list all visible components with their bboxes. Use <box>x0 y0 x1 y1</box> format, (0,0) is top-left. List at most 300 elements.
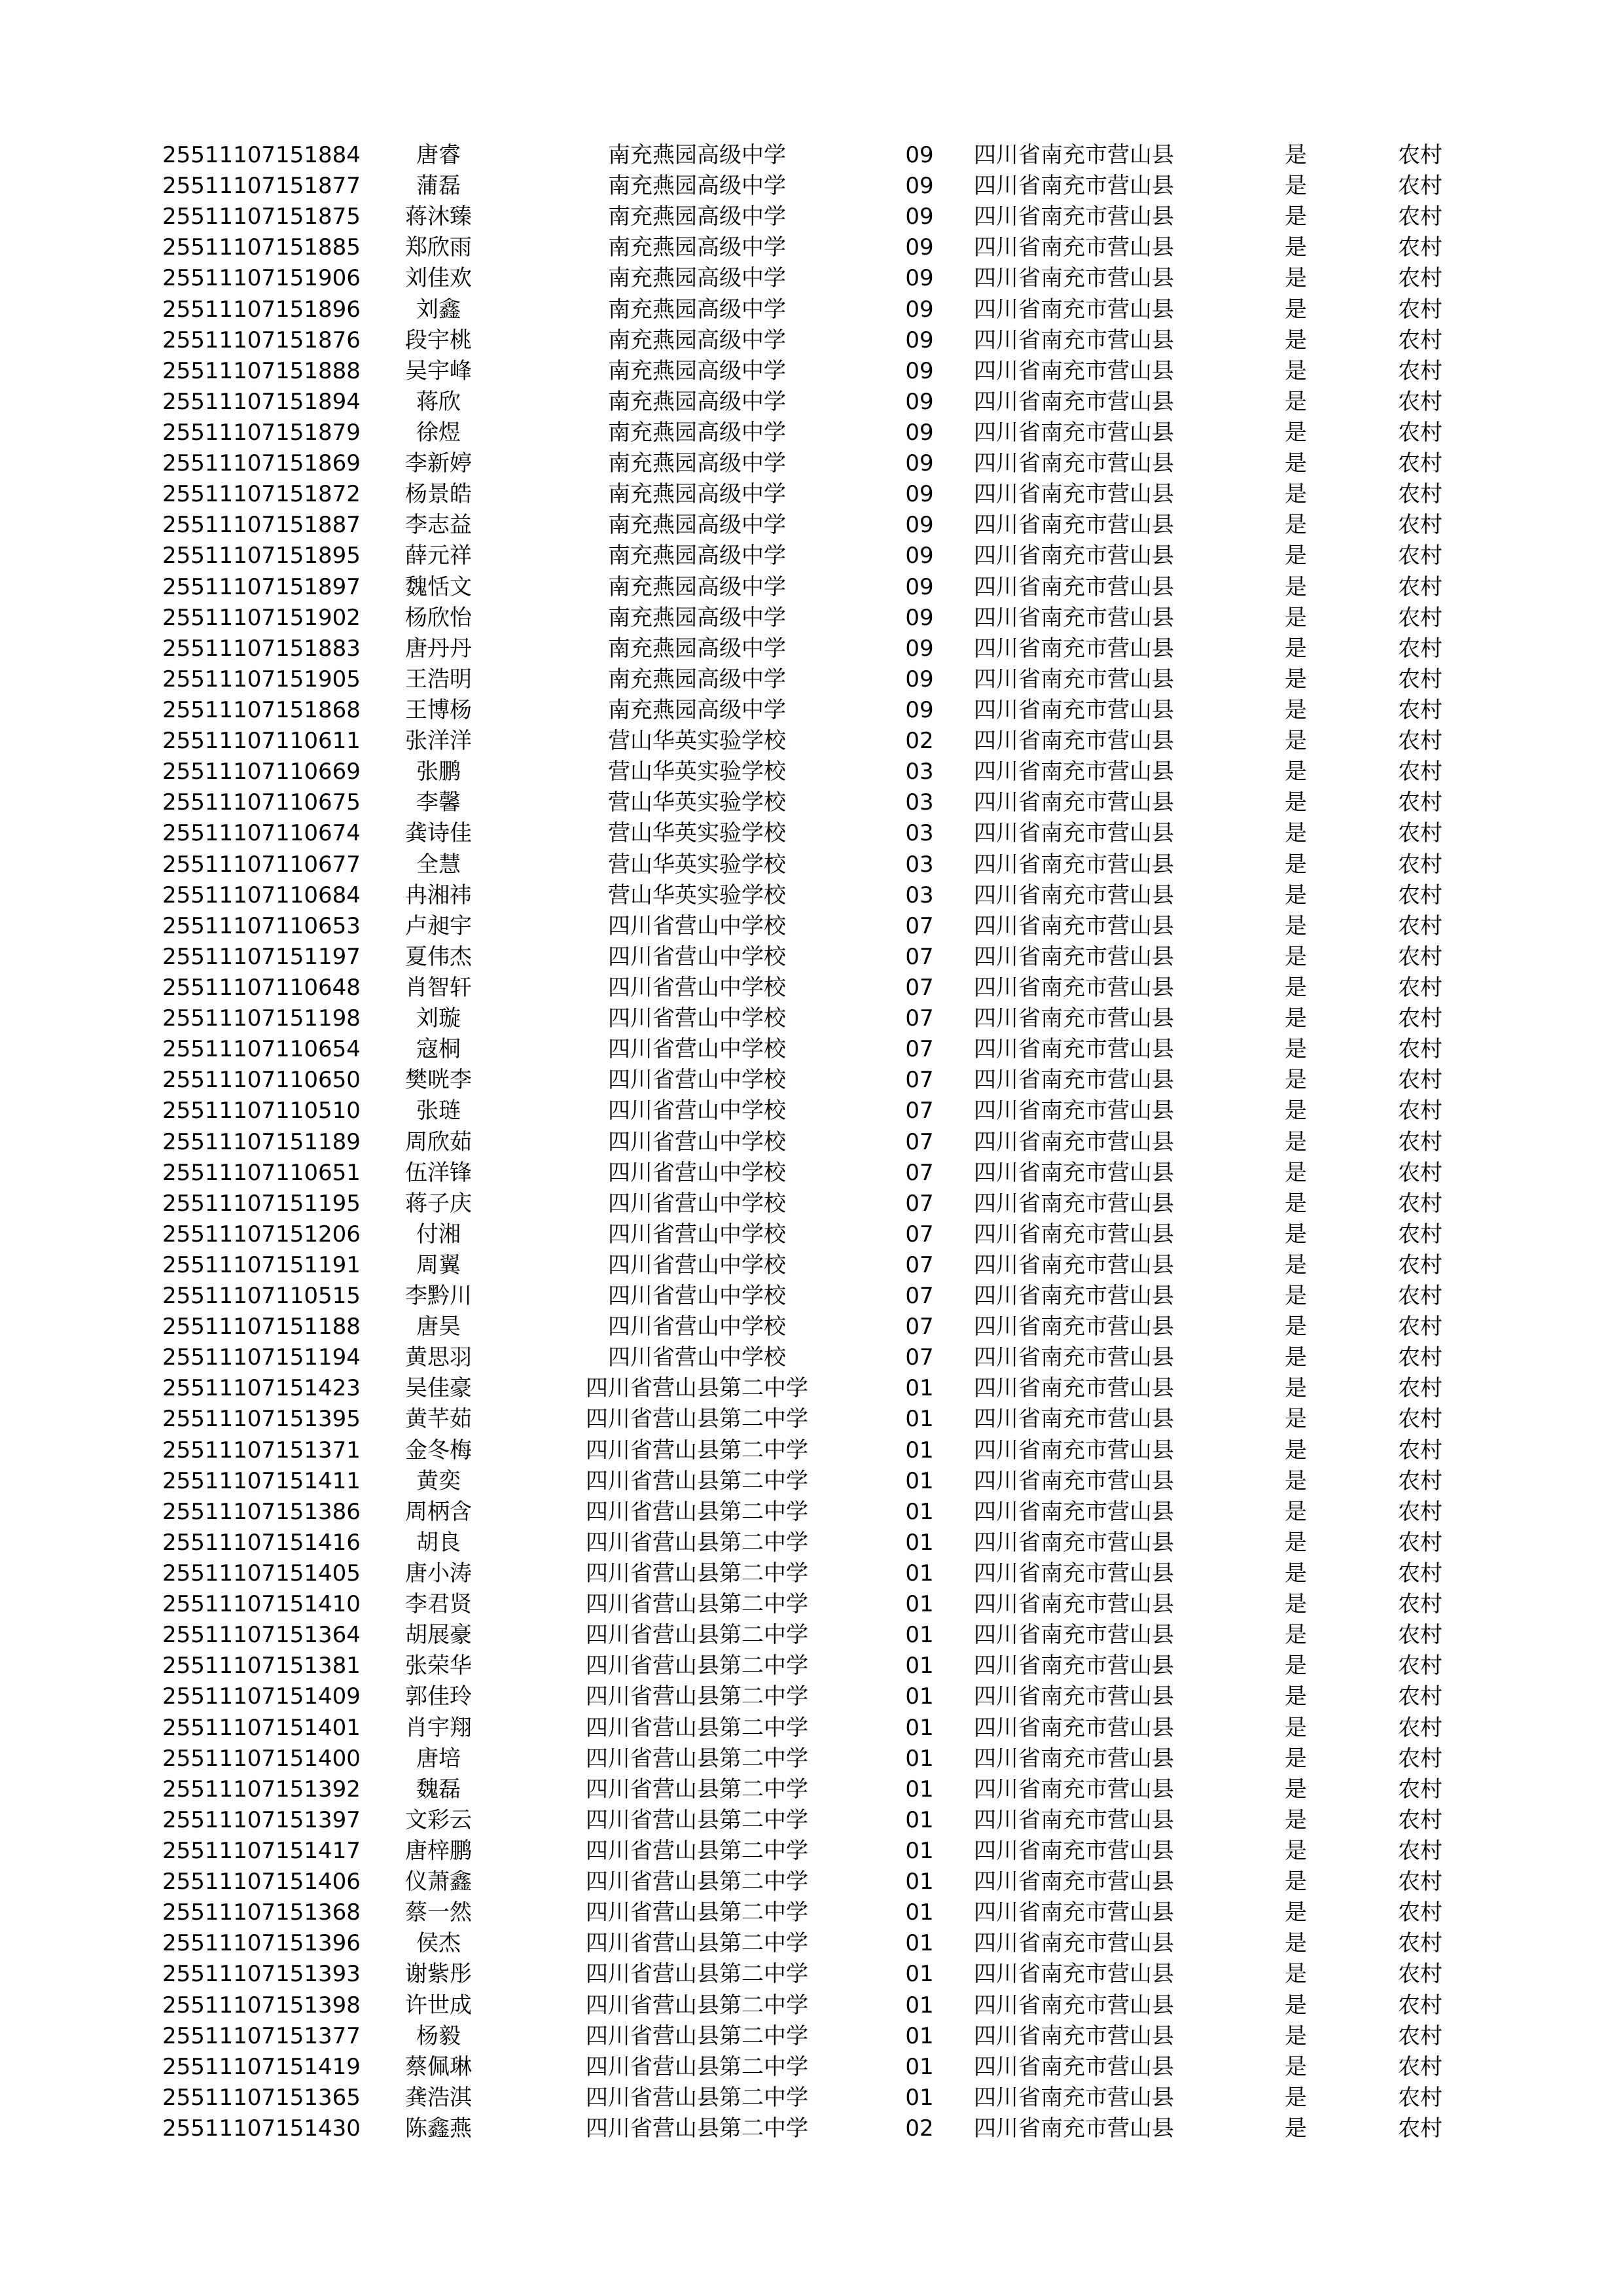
household-type-cell: 农村 <box>1398 1098 1442 1124</box>
student-name-cell: 吴宇峰 <box>405 357 472 384</box>
household-type-cell: 农村 <box>1398 1406 1442 1433</box>
table-row <box>0 479 1623 510</box>
registration-id-cell: 25511107151406 <box>162 1869 361 1895</box>
eligibility-flag-cell: 是 <box>1285 1344 1307 1371</box>
registration-id-cell: 25511107151876 <box>162 327 361 353</box>
class-number-cell: 07 <box>905 1251 934 1278</box>
table-row <box>0 140 1623 171</box>
eligibility-flag-cell: 是 <box>1285 1838 1307 1865</box>
table-row <box>0 1744 1623 1774</box>
table-row <box>0 1189 1623 1219</box>
school-name-cell: 南充燕园高级中学 <box>608 327 786 353</box>
class-number-cell: 03 <box>905 882 934 908</box>
class-number-cell: 01 <box>905 1683 934 1710</box>
eligibility-flag-cell: 是 <box>1285 1653 1307 1679</box>
table-row <box>0 541 1623 571</box>
eligibility-flag-cell: 是 <box>1285 1899 1307 1926</box>
eligibility-flag-cell: 是 <box>1285 1067 1307 1094</box>
eligibility-flag-cell: 是 <box>1285 1745 1307 1772</box>
table-row <box>0 664 1623 695</box>
class-number-cell: 09 <box>905 666 934 692</box>
class-number-cell: 07 <box>905 1159 934 1186</box>
student-name-cell: 魏磊 <box>416 1776 461 1803</box>
eligibility-flag-cell: 是 <box>1285 296 1307 323</box>
table-row <box>0 850 1623 880</box>
registration-id-cell: 25511107151883 <box>162 635 361 662</box>
eligibility-flag-cell: 是 <box>1285 1714 1307 1741</box>
region-cell: 四川省南充市营山县 <box>974 1776 1174 1803</box>
region-cell: 四川省南充市营山县 <box>974 943 1174 970</box>
class-number-cell: 07 <box>905 1036 934 1063</box>
registration-id-cell: 25511107151195 <box>162 1190 361 1217</box>
class-number-cell: 01 <box>905 1899 934 1926</box>
class-number-cell: 07 <box>905 1098 934 1124</box>
region-cell: 四川省南充市营山县 <box>974 1806 1174 1833</box>
eligibility-flag-cell: 是 <box>1285 759 1307 785</box>
table-row <box>0 880 1623 911</box>
household-type-cell: 农村 <box>1398 142 1442 168</box>
household-type-cell: 农村 <box>1398 1251 1442 1278</box>
student-name-cell: 蔡一然 <box>405 1899 472 1926</box>
household-type-cell: 农村 <box>1398 696 1442 723</box>
school-name-cell: 四川省营山中学校 <box>608 1344 786 1371</box>
student-name-cell: 谢紫彤 <box>405 1961 472 1988</box>
household-type-cell: 农村 <box>1398 635 1442 662</box>
school-name-cell: 营山华英实验学校 <box>608 851 786 878</box>
registration-id-cell: 25511107151395 <box>162 1406 361 1433</box>
household-type-cell: 农村 <box>1398 728 1442 755</box>
table-row <box>0 1928 1623 1959</box>
eligibility-flag-cell: 是 <box>1285 1930 1307 1957</box>
eligibility-flag-cell: 是 <box>1285 974 1307 1001</box>
household-type-cell: 农村 <box>1398 1221 1442 1247</box>
table-row <box>0 1250 1623 1281</box>
table-row <box>0 1158 1623 1189</box>
school-name-cell: 四川省营山县第二中学 <box>586 1992 808 2018</box>
student-name-cell: 王博杨 <box>405 696 472 723</box>
household-type-cell: 农村 <box>1398 1375 1442 1402</box>
school-name-cell: 南充燕园高级中学 <box>608 142 786 168</box>
household-type-cell: 农村 <box>1398 1899 1442 1926</box>
school-name-cell: 营山华英实验学校 <box>608 759 786 785</box>
class-number-cell: 01 <box>905 2084 934 2111</box>
household-type-cell: 农村 <box>1398 1067 1442 1094</box>
student-name-cell: 刘鑫 <box>416 296 461 323</box>
household-type-cell: 农村 <box>1398 573 1442 600</box>
region-cell: 四川省南充市营山县 <box>974 1375 1174 1402</box>
school-name-cell: 四川省营山县第二中学 <box>586 1776 808 1803</box>
class-number-cell: 01 <box>905 1437 934 1463</box>
student-name-cell: 陈鑫燕 <box>405 2115 472 2142</box>
registration-id-cell: 25511107151400 <box>162 1745 361 1772</box>
registration-id-cell: 25511107151877 <box>162 173 361 200</box>
table-row <box>0 695 1623 726</box>
class-number-cell: 01 <box>905 2022 934 2049</box>
student-name-cell: 张洋洋 <box>405 728 472 755</box>
eligibility-flag-cell: 是 <box>1285 388 1307 415</box>
region-cell: 四川省南充市营山县 <box>974 1745 1174 1772</box>
region-cell: 四川省南充市营山县 <box>974 1591 1174 1618</box>
student-name-cell: 杨毅 <box>416 2022 461 2049</box>
school-name-cell: 四川省营山县第二中学 <box>586 1560 808 1587</box>
region-cell: 四川省南充市营山县 <box>974 450 1174 477</box>
table-row <box>0 1558 1623 1589</box>
registration-id-cell: 25511107151869 <box>162 450 361 477</box>
eligibility-flag-cell: 是 <box>1285 1869 1307 1895</box>
class-number-cell: 01 <box>905 1930 934 1957</box>
eligibility-flag-cell: 是 <box>1285 1283 1307 1310</box>
school-name-cell: 四川省营山县第二中学 <box>586 1899 808 1926</box>
table-row <box>0 1589 1623 1620</box>
region-cell: 四川省南充市营山县 <box>974 1098 1174 1124</box>
school-name-cell: 四川省营山县第二中学 <box>586 1838 808 1865</box>
region-cell: 四川省南充市营山县 <box>974 419 1174 446</box>
class-number-cell: 09 <box>905 635 934 662</box>
eligibility-flag-cell: 是 <box>1285 357 1307 384</box>
household-type-cell: 农村 <box>1398 1560 1442 1587</box>
class-number-cell: 09 <box>905 419 934 446</box>
student-name-cell: 蒋欣 <box>416 388 461 415</box>
school-name-cell: 四川省营山县第二中学 <box>586 1498 808 1525</box>
registration-id-cell: 25511107110653 <box>162 912 361 939</box>
school-name-cell: 南充燕园高级中学 <box>608 296 786 323</box>
class-number-cell: 02 <box>905 728 934 755</box>
registration-id-cell: 25511107151409 <box>162 1683 361 1710</box>
class-number-cell: 07 <box>905 1128 934 1155</box>
eligibility-flag-cell: 是 <box>1285 173 1307 200</box>
eligibility-flag-cell: 是 <box>1285 2022 1307 2049</box>
household-type-cell: 农村 <box>1398 912 1442 939</box>
school-name-cell: 四川省营山中学校 <box>608 1251 786 1278</box>
school-name-cell: 南充燕园高级中学 <box>608 543 786 569</box>
eligibility-flag-cell: 是 <box>1285 2053 1307 2080</box>
household-type-cell: 农村 <box>1398 357 1442 384</box>
school-name-cell: 四川省营山县第二中学 <box>586 1467 808 1494</box>
school-name-cell: 南充燕园高级中学 <box>608 604 786 631</box>
household-type-cell: 农村 <box>1398 1806 1442 1833</box>
school-name-cell: 四川省营山中学校 <box>608 912 786 939</box>
region-cell: 四川省南充市营山县 <box>974 1714 1174 1741</box>
registration-id-cell: 25511107151868 <box>162 696 361 723</box>
registration-id-cell: 25511107151879 <box>162 419 361 446</box>
region-cell: 四川省南充市营山县 <box>974 820 1174 847</box>
student-name-cell: 胡展豪 <box>405 1622 472 1649</box>
household-type-cell: 农村 <box>1398 1930 1442 1957</box>
class-number-cell: 09 <box>905 696 934 723</box>
registration-id-cell: 25511107110648 <box>162 974 361 1001</box>
region-cell: 四川省南充市营山县 <box>974 1899 1174 1926</box>
student-name-cell: 唐丹丹 <box>405 635 472 662</box>
registration-id-cell: 25511107151872 <box>162 481 361 508</box>
registration-id-cell: 25511107110515 <box>162 1283 361 1310</box>
class-number-cell: 01 <box>905 2053 934 2080</box>
region-cell: 四川省南充市营山县 <box>974 327 1174 353</box>
table-row <box>0 1897 1623 1928</box>
class-number-cell: 03 <box>905 789 934 816</box>
school-name-cell: 四川省营山县第二中学 <box>586 1529 808 1556</box>
student-name-cell: 蒲磊 <box>416 173 461 200</box>
class-number-cell: 07 <box>905 1344 934 1371</box>
table-row <box>0 356 1623 387</box>
table-row <box>0 911 1623 942</box>
eligibility-flag-cell: 是 <box>1285 1560 1307 1587</box>
household-type-cell: 农村 <box>1398 1714 1442 1741</box>
household-type-cell: 农村 <box>1398 604 1442 631</box>
school-name-cell: 四川省营山县第二中学 <box>586 1375 808 1402</box>
school-name-cell: 南充燕园高级中学 <box>608 481 786 508</box>
eligibility-flag-cell: 是 <box>1285 1961 1307 1988</box>
eligibility-flag-cell: 是 <box>1285 481 1307 508</box>
student-name-cell: 龚诗佳 <box>405 820 472 847</box>
eligibility-flag-cell: 是 <box>1285 265 1307 292</box>
region-cell: 四川省南充市营山县 <box>974 1930 1174 1957</box>
class-number-cell: 03 <box>905 820 934 847</box>
class-number-cell: 01 <box>905 1714 934 1741</box>
household-type-cell: 农村 <box>1398 173 1442 200</box>
school-name-cell: 营山华英实验学校 <box>608 728 786 755</box>
student-name-cell: 徐煜 <box>416 419 461 446</box>
student-name-cell: 夏伟杰 <box>405 943 472 970</box>
student-name-cell: 魏恬文 <box>405 573 472 600</box>
student-name-cell: 唐小涛 <box>405 1560 472 1587</box>
table-row <box>0 510 1623 541</box>
student-name-cell: 黄奕 <box>416 1467 461 1494</box>
school-name-cell: 四川省营山中学校 <box>608 1221 786 1247</box>
school-name-cell: 四川省营山中学校 <box>608 1159 786 1186</box>
class-number-cell: 09 <box>905 204 934 230</box>
registration-id-cell: 25511107110674 <box>162 820 361 847</box>
student-name-cell: 郑欣雨 <box>405 234 472 261</box>
registration-id-cell: 25511107151875 <box>162 204 361 230</box>
student-name-cell: 许世成 <box>405 1992 472 2018</box>
student-name-cell: 张鹏 <box>416 759 461 785</box>
region-cell: 四川省南充市营山县 <box>974 2022 1174 2049</box>
table-row <box>0 1836 1623 1867</box>
table-row <box>0 387 1623 418</box>
class-number-cell: 03 <box>905 759 934 785</box>
household-type-cell: 农村 <box>1398 1128 1442 1155</box>
region-cell: 四川省南充市营山县 <box>974 759 1174 785</box>
student-name-cell: 李志益 <box>405 512 472 539</box>
school-name-cell: 四川省营山县第二中学 <box>586 1961 808 1988</box>
student-name-cell: 周欣茹 <box>405 1128 472 1155</box>
registration-id-cell: 25511107151423 <box>162 1375 361 1402</box>
class-number-cell: 01 <box>905 1591 934 1618</box>
household-type-cell: 农村 <box>1398 1838 1442 1865</box>
household-type-cell: 农村 <box>1398 1498 1442 1525</box>
school-name-cell: 南充燕园高级中学 <box>608 265 786 292</box>
student-name-cell: 李馨 <box>416 789 461 816</box>
registration-id-cell: 25511107151410 <box>162 1591 361 1618</box>
region-cell: 四川省南充市营山县 <box>974 1992 1174 2018</box>
student-name-cell: 李黔川 <box>405 1283 472 1310</box>
student-name-cell: 伍洋锋 <box>405 1159 472 1186</box>
table-row <box>0 2052 1623 2083</box>
eligibility-flag-cell: 是 <box>1285 512 1307 539</box>
student-name-cell: 王浩明 <box>405 666 472 692</box>
eligibility-flag-cell: 是 <box>1285 1251 1307 1278</box>
eligibility-flag-cell: 是 <box>1285 1467 1307 1494</box>
student-name-cell: 黄芊茹 <box>405 1406 472 1433</box>
student-name-cell: 蔡佩琳 <box>405 2053 472 2080</box>
region-cell: 四川省南充市营山县 <box>974 1683 1174 1710</box>
eligibility-flag-cell: 是 <box>1285 1190 1307 1217</box>
student-name-cell: 侯杰 <box>416 1930 461 1957</box>
student-name-cell: 杨景皓 <box>405 481 472 508</box>
school-name-cell: 四川省营山县第二中学 <box>586 2115 808 2142</box>
table-row <box>0 634 1623 664</box>
school-name-cell: 四川省营山中学校 <box>608 1005 786 1032</box>
school-name-cell: 南充燕园高级中学 <box>608 204 786 230</box>
registration-id-cell: 25511107110677 <box>162 851 361 878</box>
registration-id-cell: 25511107151906 <box>162 265 361 292</box>
student-name-cell: 冉湘祎 <box>405 882 472 908</box>
school-name-cell: 四川省营山中学校 <box>608 943 786 970</box>
region-cell: 四川省南充市营山县 <box>974 1406 1174 1433</box>
region-cell: 四川省南充市营山县 <box>974 2053 1174 2080</box>
registration-id-cell: 25511107151405 <box>162 1560 361 1587</box>
household-type-cell: 农村 <box>1398 1437 1442 1463</box>
school-name-cell: 营山华英实验学校 <box>608 789 786 816</box>
eligibility-flag-cell: 是 <box>1285 696 1307 723</box>
student-name-cell: 唐培 <box>416 1745 461 1772</box>
class-number-cell: 01 <box>905 1622 934 1649</box>
student-name-cell: 唐梓鹏 <box>405 1838 472 1865</box>
eligibility-flag-cell: 是 <box>1285 1098 1307 1124</box>
registration-id-cell: 25511107151905 <box>162 666 361 692</box>
registration-id-cell: 25511107151386 <box>162 1498 361 1525</box>
registration-id-cell: 25511107151393 <box>162 1961 361 1988</box>
table-row <box>0 1805 1623 1836</box>
household-type-cell: 农村 <box>1398 481 1442 508</box>
region-cell: 四川省南充市营山县 <box>974 1529 1174 1556</box>
region-cell: 四川省南充市营山县 <box>974 388 1174 415</box>
student-name-cell: 全慧 <box>416 851 461 878</box>
eligibility-flag-cell: 是 <box>1285 2115 1307 2142</box>
eligibility-flag-cell: 是 <box>1285 573 1307 600</box>
household-type-cell: 农村 <box>1398 1591 1442 1618</box>
school-name-cell: 南充燕园高级中学 <box>608 234 786 261</box>
household-type-cell: 农村 <box>1398 1344 1442 1371</box>
school-name-cell: 四川省营山中学校 <box>608 1283 786 1310</box>
school-name-cell: 四川省营山中学校 <box>608 1067 786 1094</box>
table-row <box>0 295 1623 325</box>
table-row <box>0 572 1623 603</box>
school-name-cell: 四川省营山中学校 <box>608 974 786 1001</box>
class-number-cell: 09 <box>905 512 934 539</box>
class-number-cell: 09 <box>905 573 934 600</box>
table-row <box>0 818 1623 849</box>
student-name-cell: 樊咣李 <box>405 1067 472 1094</box>
student-name-cell: 刘佳欢 <box>405 265 472 292</box>
school-name-cell: 四川省营山县第二中学 <box>586 2053 808 2080</box>
household-type-cell: 农村 <box>1398 2053 1442 2080</box>
registration-id-cell: 25511107151411 <box>162 1467 361 1494</box>
school-name-cell: 南充燕园高级中学 <box>608 573 786 600</box>
household-type-cell: 农村 <box>1398 450 1442 477</box>
registration-id-cell: 25511107151417 <box>162 1838 361 1865</box>
class-number-cell: 01 <box>905 1806 934 1833</box>
eligibility-flag-cell: 是 <box>1285 635 1307 662</box>
household-type-cell: 农村 <box>1398 1159 1442 1186</box>
class-number-cell: 09 <box>905 173 934 200</box>
region-cell: 四川省南充市营山县 <box>974 481 1174 508</box>
region-cell: 四川省南充市营山县 <box>974 1314 1174 1340</box>
student-name-cell: 李新婷 <box>405 450 472 477</box>
registration-id-cell: 25511107110675 <box>162 789 361 816</box>
table-row <box>0 1096 1623 1126</box>
class-number-cell: 07 <box>905 1283 934 1310</box>
registration-id-cell: 25511107151197 <box>162 943 361 970</box>
region-cell: 四川省南充市营山县 <box>974 1005 1174 1032</box>
household-type-cell: 农村 <box>1398 1529 1442 1556</box>
table-row <box>0 1281 1623 1312</box>
class-number-cell: 07 <box>905 1314 934 1340</box>
household-type-cell: 农村 <box>1398 1776 1442 1803</box>
school-name-cell: 四川省营山中学校 <box>608 1190 786 1217</box>
region-cell: 四川省南充市营山县 <box>974 1221 1174 1247</box>
region-cell: 四川省南充市营山县 <box>974 789 1174 816</box>
table-row <box>0 603 1623 634</box>
table-row <box>0 1651 1623 1681</box>
registration-id-cell: 25511107151887 <box>162 512 361 539</box>
registration-id-cell: 25511107151895 <box>162 543 361 569</box>
registration-id-cell: 25511107151401 <box>162 1714 361 1741</box>
school-name-cell: 营山华英实验学校 <box>608 882 786 908</box>
region-cell: 四川省南充市营山县 <box>974 543 1174 569</box>
registration-id-cell: 25511107151430 <box>162 2115 361 2142</box>
registration-id-cell: 25511107151897 <box>162 573 361 600</box>
school-name-cell: 四川省营山县第二中学 <box>586 1437 808 1463</box>
class-number-cell: 03 <box>905 851 934 878</box>
school-name-cell: 四川省营山县第二中学 <box>586 1714 808 1741</box>
eligibility-flag-cell: 是 <box>1285 1622 1307 1649</box>
class-number-cell: 01 <box>905 1961 934 1988</box>
school-name-cell: 南充燕园高级中学 <box>608 512 786 539</box>
eligibility-flag-cell: 是 <box>1285 1591 1307 1618</box>
region-cell: 四川省南充市营山县 <box>974 974 1174 1001</box>
household-type-cell: 农村 <box>1398 296 1442 323</box>
eligibility-flag-cell: 是 <box>1285 1159 1307 1186</box>
student-name-cell: 周柄含 <box>405 1498 472 1525</box>
registration-id-cell: 25511107151206 <box>162 1221 361 1247</box>
eligibility-flag-cell: 是 <box>1285 1498 1307 1525</box>
school-name-cell: 四川省营山县第二中学 <box>586 1406 808 1433</box>
school-name-cell: 四川省营山县第二中学 <box>586 1869 808 1895</box>
table-row <box>0 1312 1623 1342</box>
region-cell: 四川省南充市营山县 <box>974 173 1174 200</box>
student-name-cell: 吴佳豪 <box>405 1375 472 1402</box>
school-name-cell: 四川省营山县第二中学 <box>586 1930 808 1957</box>
student-name-cell: 段宇桃 <box>405 327 472 353</box>
school-name-cell: 四川省营山县第二中学 <box>586 1683 808 1710</box>
student-name-cell: 寇桐 <box>416 1036 461 1063</box>
school-name-cell: 南充燕园高级中学 <box>608 173 786 200</box>
region-cell: 四川省南充市营山县 <box>974 1869 1174 1895</box>
class-number-cell: 09 <box>905 327 934 353</box>
region-cell: 四川省南充市营山县 <box>974 1560 1174 1587</box>
registration-id-cell: 25511107110510 <box>162 1098 361 1124</box>
table-row <box>0 2083 1623 2113</box>
class-number-cell: 01 <box>905 1529 934 1556</box>
table-row <box>0 418 1623 448</box>
table-row <box>0 1774 1623 1805</box>
school-name-cell: 南充燕园高级中学 <box>608 666 786 692</box>
class-number-cell: 09 <box>905 296 934 323</box>
household-type-cell: 农村 <box>1398 1622 1442 1649</box>
household-type-cell: 农村 <box>1398 759 1442 785</box>
region-cell: 四川省南充市营山县 <box>974 234 1174 261</box>
